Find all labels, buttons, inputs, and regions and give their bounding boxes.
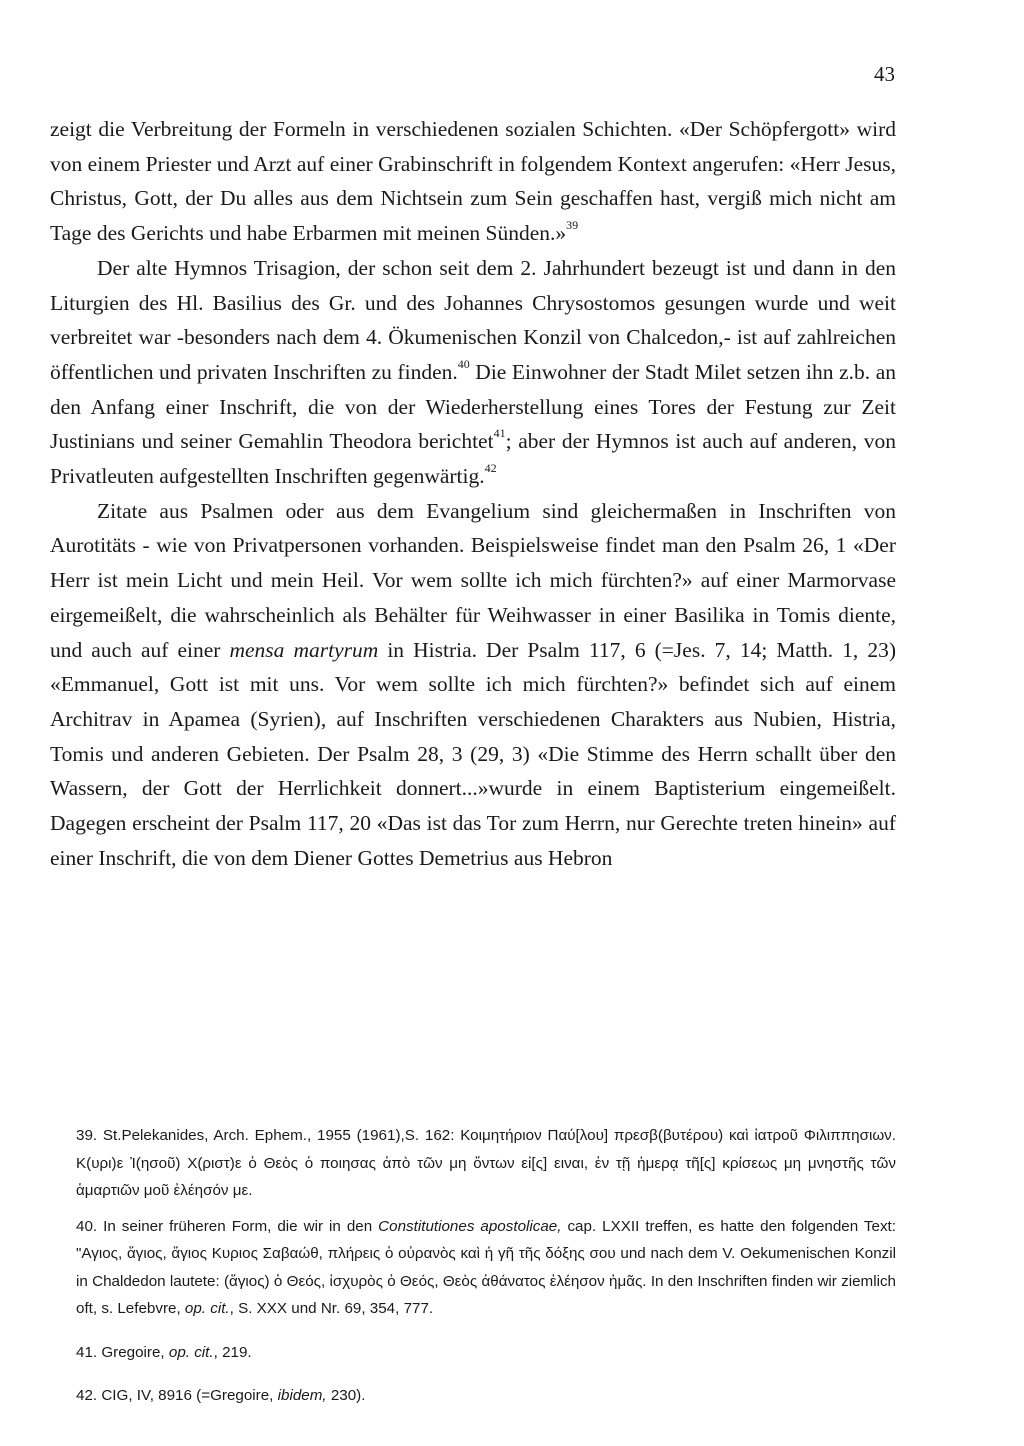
paragraph-2 [50,251,896,494]
paragraph-3-text-a: Zitate aus Psalmen oder aus dem Evangelium sind gleichermaßen in Inschriften von Aurotitäts - wie von Privatpersonen vorhanden. Beispielsweise findet man den Psalm 26, 1 «Der Herr ist mein Licht und mein Heil. Vor wem sollte ich mich fürchten?» auf einer Marmorvase eirgemeißelt, die wahrscheinlich als Behälter für Weihwasser in einer Basilika in Tomis diente, und auch auf einer [50,498,896,662]
footnote-41 [50,1339,896,1367]
footnote-42 [50,1382,896,1410]
paragraph-1 [50,112,896,251]
paragraph-2-text-a: Der alte Hymnos Trisagion, der schon seit dem 2. Jahrhundert bezeugt ist und dann in den Liturgien des Hl. Basilius des Gr. und des Johannes Chrysostomos gesungen wurde und weit verbreitet war -besonders nach dem 4. Ökumenischen Konzil von Chalcedon,- ist auf zahlreichen öffentlichen und privaten Inschriften zu finden. [50,255,896,384]
footnote-ref-42[interactable]: 42 [484,460,497,475]
page-number: 43 [874,62,895,86]
footnote-42-text-b: 230). [326,1387,366,1404]
paragraph-3-emphasis: mensa martyrum [229,637,379,662]
footnote-40-emphasis-1: Constitutiones apostolicae, [378,1217,562,1235]
paragraph-2-text-c: ; aber der Hymnos ist auch auf anderen, von Privatleuten aufgestellten Inschriften gegenwärtig. [50,429,896,489]
footnote-41-text-a: 41. Gregoire, [76,1343,169,1361]
footnote-42-text-a: 42. CIG, IV, 8916 (=Gregoire, [76,1387,278,1404]
footnote-40-text-b: cap. LXXII treffen, es hatte den folgenden Text: "Αγιος, ἅγιος, ἅγιος Κυριος Σαβαώθ, πλήρεις ὁ οὐρανὸς καὶ ἡ γῆ τῆς δόξης σου und nach dem V. Oekumenischen Konzil in Chaldedon lautete: (ἅγιος) ὁ Θεός, ἰσχυρὸς ὁ Θεός, Θεὸς ἀθάνατος ἐλέησον ἡμᾶς. In den Inschriften finden wir ziemlich oft, s. Lefebvre, [76,1217,896,1317]
footnotes [50,1122,896,1410]
footnote-ref-40[interactable]: 40 [457,356,470,371]
footnote-39: 39. St.Pelekanides, Arch. Ephem., 1955 (1961),S. 162: Κοιμητήριον Παύ[λου] πρεσβ(βυτέρου) καὶ ἰατροῦ Φιλιππησιων. Κ(υρι)ε Ἰ(ησοῦ) Χ(ριστ)ε ὁ Θεὸς ὁ ποιησας ἀπὸ τῶν μη ὄντων εἰ[ς] ειναι, ἐν τῇ ἡμερᾳ τῆ[ς] κρίσεως μη μνηστῆς τῶν ἁμαρτιῶν μοῦ ἐλέησόν με. [76,1127,896,1199]
footnote-40-emphasis-2: op. cit. [184,1300,230,1317]
footnote-ref-39[interactable]: 39 [566,217,579,232]
paragraph-1-text: zeigt die Verbreitung der Formeln in verschiedenen sozialen Schichten. «Der Schöpfergott» wird von einem Priester und Arzt auf einer Grabinschrift in folgendem Kontext angerufen: «Herr Jesus, Christus, Gott, der Du alles aus dem Nichtsein zum Sein geschaffen hast, vergiß mich nicht am Tage des Gerichts und habe Erbarmen mit meinen Sünden.» [50,117,896,246]
footnote-ref-41[interactable]: 41 [493,426,506,441]
footnote-41-text-b: , 219. [213,1343,252,1361]
footnote-40-text-c: , S. XXX und Nr. 69, 354, 777. [229,1300,434,1317]
footnote-41-emphasis: op. cit. [168,1343,214,1361]
footnote-42-emphasis: ibidem, [277,1387,327,1404]
body-text [50,112,896,875]
paragraph-3-text-b: in Histria. Der Psalm 117, 6 (=Jes. 7, 14; Matth. 1, 23) «Emmanuel, Gott ist mit uns. Vor wem sollte ich mich fürchten?» befindet sich auf einem Architrav in Apamea (Syrien), auf Inschriften verschiedenen Charakters aus Nubien, Histria, Tomis und anderen Gebieten. Der Psalm 28, 3 (29, 3) «Die Stimme des Herrn schallt über den Wassern, der Gott der Herrlichkeit donnert...»wurde in einem Baptisterium eingemeißelt. Dagegen erscheint der Psalm 117, 20 «Das ist das Tor zum Herrn, nur Gerechte treten hinein» auf einer Inschrift, die von dem Diener Gottes Demetrius aus Hebron [50,637,896,870]
paragraph-2-text-b: Die Einwohner der Stadt Milet setzen ihn z.b. an den Anfang einer Inschrift, die von der Wiederherstellung eines Tores der Festung zur Zeit Justinians und seiner Gemahlin Theodora berichtet [50,359,896,454]
footnote-40 [50,1213,896,1323]
footnote-40-text-a: 40. In seiner früheren Form, die wir in den [76,1217,379,1235]
paragraph-3 [50,494,896,876]
